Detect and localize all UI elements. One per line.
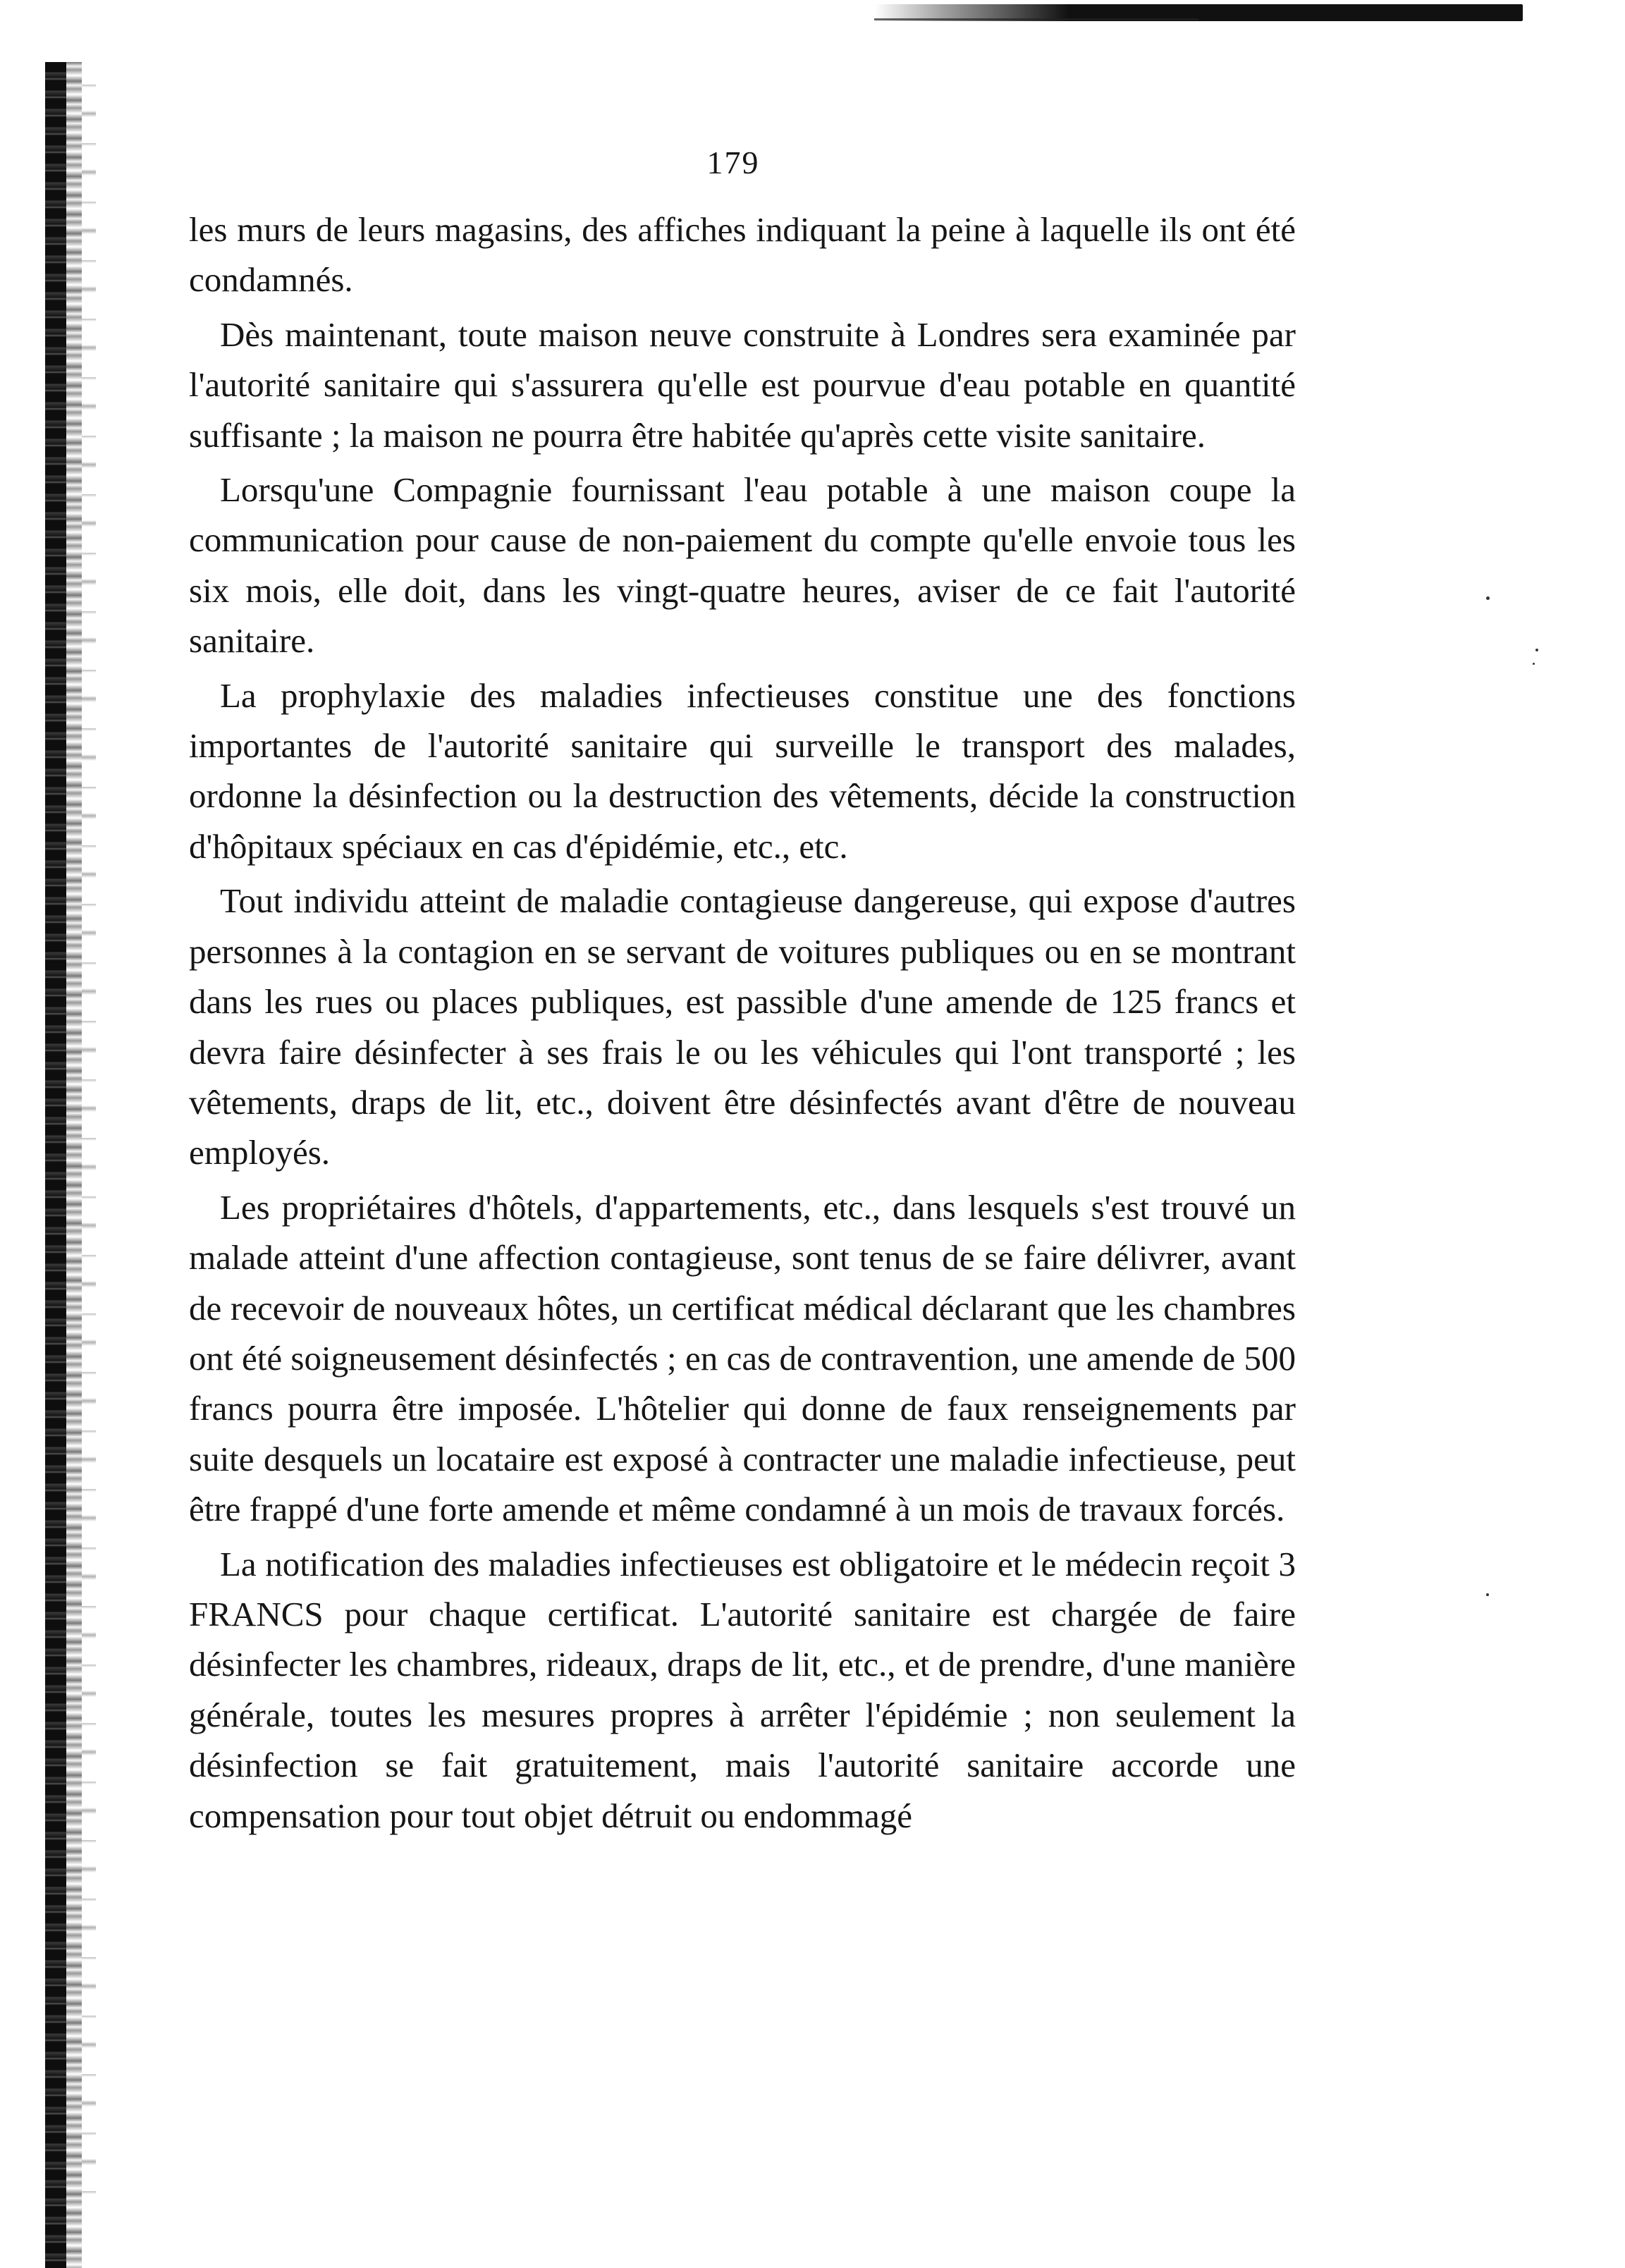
paragraph-3: Lorsqu'une Compagnie fournissant l'eau potable à une maison coupe la communication pour cause de non-paiement du compte qu'elle envoie tous les six mois, elle doit, dans les vingt-quatre heures, aviser de ce fait l'autorité sanitaire. — [189, 470, 1296, 661]
page-number: 179 — [706, 145, 760, 180]
scan-speck — [1486, 596, 1490, 600]
scan-speck — [1533, 663, 1535, 665]
scan-speck — [1535, 649, 1538, 651]
binding-spine-specks — [82, 85, 96, 2200]
binding-spine-shadow — [45, 62, 66, 2268]
body-text — [189, 204, 1296, 1841]
paragraph-1: les murs de leurs magasins, des affiches indiquant la peine à laquelle ils ont été condamnés. — [189, 210, 1296, 300]
binding-spine-edge — [66, 62, 82, 2268]
top-rule-thin-decoration — [874, 18, 1198, 20]
paragraph-4: La prophylaxie des maladies infectieuses constitue une des fonctions importantes de l'autorité sanitaire qui surveille le transport des malades, ordonne la désinfection ou la destruction des vêtements, décide la construction d'hôpitaux spéciaux en cas d'épidémie, etc., etc. — [189, 675, 1296, 866]
scan-speck — [1486, 1593, 1489, 1596]
paragraph-7: La notification des maladies infectieuses est obligatoire et le médecin reçoit 3 FRANCS pour chaque certificat. L'autorité sanitaire est chargée de faire désinfecter les chambres, rideaux, draps de lit, etc., et de prendre, d'une manière générale, toutes les mesures propres à arrêter l'épidémie ; non seulement la désinfection se fait gratuitement, mais l'autorité sanitaire accorde une compensation pour tout objet détruit ou endommagé — [189, 1544, 1296, 1835]
paragraph-6: Les propriétaires d'hôtels, d'appartements, etc., dans lesquels s'est trouvé un malade atteint d'une affection contagieuse, sont tenus de se faire délivrer, avant de recevoir de nouveaux hôtes, un certificat médical déclarant que les chambres ont été soigneusement désinfectés ; en cas de contravention, une amende de 500 francs pourra être imposée. L'hôtelier qui donne de faux renseignements par suite desquels un locataire est exposé à contracter une maladie infectieuse, peut être frappé d'une forte amende et même condamné à un mois de travaux forcés. — [189, 1187, 1296, 1529]
paragraph-5: Tout individu atteint de maladie contagieuse dangereuse, qui expose d'autres personnes à la contagion en se servant de voitures publiques ou en se montrant dans les rues ou places publiques, est passible d'une amende de 125 francs et devra faire désinfecter à ses frais le ou les véhicules qui l'ont transporté ; les vêtements, draps de lit, etc., doivent être désinfectés avant d'être de nouveau employés. — [189, 881, 1296, 1172]
paragraph-2: Dès maintenant, toute maison neuve construite à Londres sera examinée par l'autorité sanitaire qui s'assurera qu'elle est pourvue d'eau potable en quantité suffisante ; la maison ne pourra être habitée qu'après cette visite sanitaire. — [189, 314, 1296, 455]
